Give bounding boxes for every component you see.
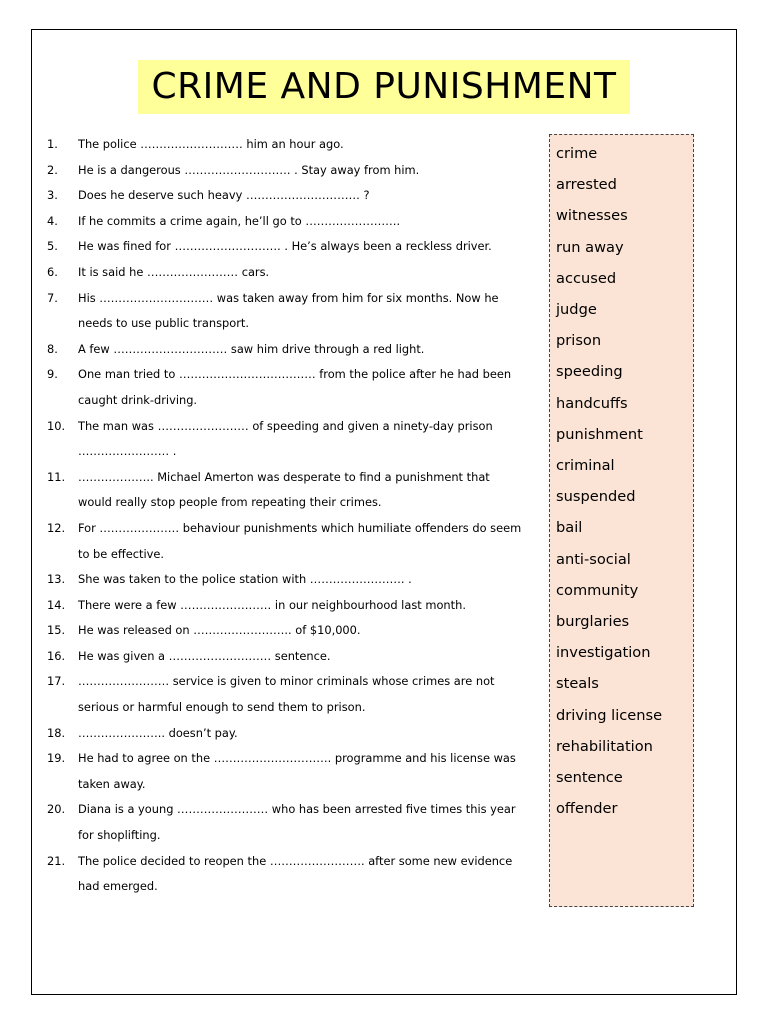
question-text: Does he deserve such heavy ………………………… ? <box>78 188 370 203</box>
question-text: He was given a ……………………… sentence. <box>78 648 331 663</box>
question-item <box>47 721 527 747</box>
question-text: He was released on …………………….. of $10,000. <box>78 623 361 638</box>
word-bank <box>549 134 694 907</box>
question-number: 4. <box>47 213 58 228</box>
question-number: 17. <box>47 674 66 689</box>
question-item <box>47 849 527 900</box>
question-text: A few ………………………… saw him drive through a red light. <box>78 341 425 356</box>
question-item <box>47 465 527 516</box>
question-number: 15. <box>47 623 66 638</box>
question-number: 8. <box>47 341 58 356</box>
question-number: 13. <box>47 572 66 587</box>
word-bank-item: punishment <box>556 425 643 443</box>
question-text: If he commits a crime again, he’ll go to ……………………. <box>78 213 401 228</box>
word-bank-item: community <box>556 581 639 599</box>
word-bank-item: driving license <box>556 706 663 724</box>
question-text: She was taken to the police station with ……………………. . <box>78 572 412 587</box>
question-item <box>47 183 527 209</box>
question-text: The police decided to reopen the ……………………. after some new evidence had emerged. <box>78 853 513 894</box>
word-bank-item: crime <box>556 145 598 162</box>
question-item <box>47 593 527 619</box>
question-number: 1. <box>47 137 58 151</box>
question-number: 12. <box>47 520 66 535</box>
question-item <box>47 209 527 235</box>
word-bank-item: rehabilitation <box>556 737 653 755</box>
question-number: 9. <box>47 367 58 382</box>
word-bank-item: bail <box>556 519 583 537</box>
word-bank-item: accused <box>556 269 617 287</box>
question-text: It is said he …………………… cars. <box>78 264 270 279</box>
worksheet-title: CRIME AND PUNISHMENT <box>138 60 630 114</box>
question-item <box>47 234 527 260</box>
question-item <box>47 516 527 567</box>
question-item <box>47 414 527 465</box>
question-text: He had to agree on the …………………………. programme and his license was taken away. <box>78 751 516 791</box>
word-bank-item: investigation <box>556 644 651 662</box>
question-text: ……………….. Michael Amerton was desperate to find a punishment that would really stop people from repeating their crimes. <box>78 469 490 510</box>
question-item <box>47 746 527 797</box>
question-item <box>47 286 527 337</box>
question-number: 5. <box>47 239 58 254</box>
question-text: He was fined for ………………………. . He’s always been a reckless driver. <box>78 239 492 254</box>
question-number: 2. <box>47 162 58 177</box>
word-bank-item: anti-social <box>556 550 631 568</box>
word-bank-item: arrested <box>556 176 617 194</box>
question-text: His ………………………… was taken away from him for six months. Now he needs to use public transport. <box>78 290 499 331</box>
word-bank-item: prison <box>556 332 602 350</box>
question-item <box>47 567 527 593</box>
question-item <box>47 132 527 158</box>
question-item <box>47 644 527 670</box>
question-item <box>47 618 527 644</box>
question-number: 19. <box>47 751 66 766</box>
question-text: For ………………… behaviour punishments which humiliate offenders do seem to be effective. <box>78 520 522 561</box>
word-bank-list <box>550 135 693 824</box>
question-text: …………………… service is given to minor criminals whose crimes are not serious or harmful enough to send them to prison. <box>78 674 495 715</box>
question-number: 16. <box>47 648 66 663</box>
question-text: ………………….. doesn’t pay. <box>78 725 238 740</box>
word-bank-item: burglaries <box>556 613 630 631</box>
question-text: One man tried to ……………………………… from the police after he had been caught drink-driving. <box>78 367 512 407</box>
word-bank-item: steals <box>556 675 599 693</box>
question-item <box>47 669 527 720</box>
word-bank-item: handcuffs <box>556 394 628 412</box>
question-text: He is a dangerous ………………………. . Stay away from him. <box>78 162 420 177</box>
word-bank-item: witnesses <box>556 207 628 225</box>
question-text: The police ……………………… him an hour ago. <box>78 137 344 151</box>
question-number: 18. <box>47 725 66 740</box>
word-bank-item: sentence <box>556 769 623 787</box>
question-number: 7. <box>47 290 58 305</box>
word-bank-item: offender <box>556 800 618 818</box>
word-bank-item: suspended <box>556 488 636 506</box>
question-text: Diana is a young …………………… who has been arrested five times this year for shoplifting. <box>78 802 516 843</box>
question-text: The man was …………………… of speeding and given a ninety-day prison …………………… . <box>78 418 493 459</box>
question-item <box>47 337 527 363</box>
word-bank-item: criminal <box>556 457 615 475</box>
word-bank-item: run away <box>556 238 624 256</box>
question-number: 3. <box>47 188 58 203</box>
question-item <box>47 158 527 184</box>
question-list <box>47 132 527 900</box>
question-item <box>47 797 527 848</box>
question-number: 20. <box>47 802 66 817</box>
question-number: 11. <box>47 469 66 484</box>
word-bank-item: judge <box>556 301 597 319</box>
question-number: 21. <box>47 853 66 868</box>
question-text: There were a few …………………… in our neighbourhood last month. <box>78 597 466 612</box>
question-number: 6. <box>47 264 58 279</box>
question-number: 14. <box>47 597 66 612</box>
question-item <box>47 362 527 413</box>
word-bank-item: speeding <box>556 363 623 381</box>
question-item <box>47 260 527 286</box>
question-number: 10. <box>47 418 66 433</box>
